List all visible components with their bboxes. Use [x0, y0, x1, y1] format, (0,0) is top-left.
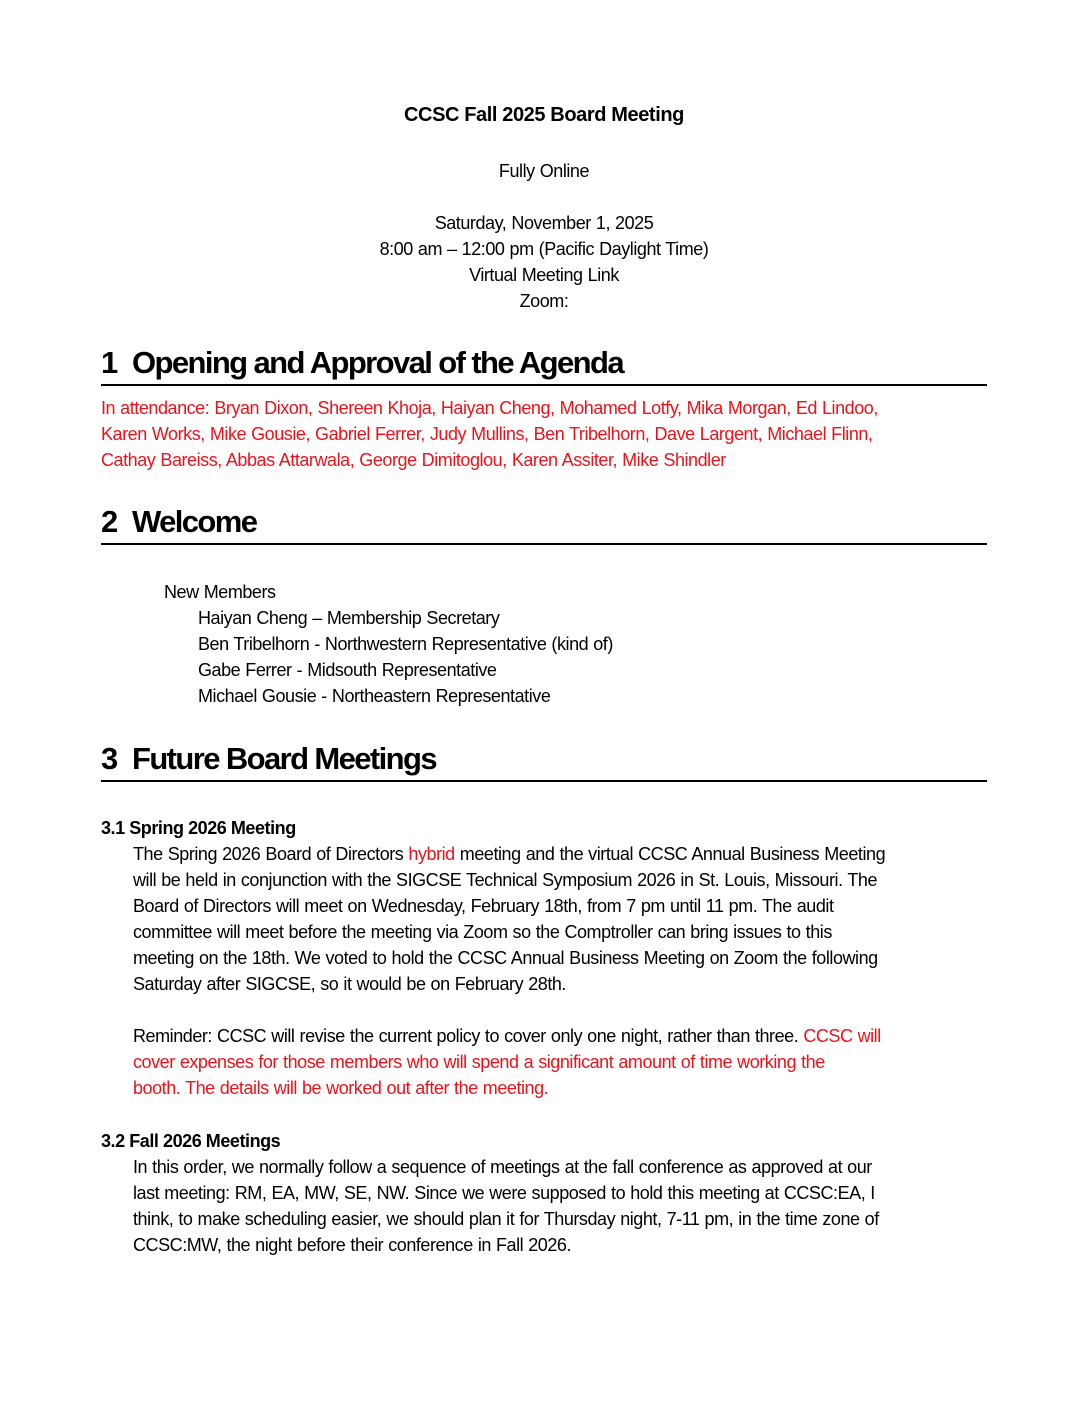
paragraph-line: Board of Directors will meet on Wednesday, February 18th, from 7 pm until 11 pm. The audit	[133, 896, 834, 916]
fall-meeting-paragraph	[133, 1154, 993, 1258]
reminder-paragraph	[133, 1023, 993, 1101]
member-item: Ben Tribelhorn - Northwestern Representative (kind of)	[198, 634, 613, 654]
meeting-time: 8:00 am – 12:00 pm (Pacific Daylight Time)	[379, 239, 709, 259]
subsection-number: 3.1	[101, 818, 125, 838]
subsection-number: 3.2	[101, 1131, 125, 1151]
hybrid-highlight: hybrid	[408, 844, 455, 864]
text-run: meeting and the virtual CCSC Annual Business Meeting	[454, 844, 886, 864]
paragraph-line: will be held in conjunction with the SIGCSE Technical Symposium 2026 in St. Louis, Missouri. The	[133, 870, 878, 890]
section-title: Future Board Meetings	[132, 741, 436, 776]
attendance-list	[101, 395, 991, 473]
paragraph-line	[133, 1023, 993, 1049]
red-text-run: CCSC will	[803, 1026, 881, 1046]
section-number: 1	[101, 345, 117, 380]
meeting-date: Saturday, November 1, 2025	[434, 213, 654, 233]
zoom-label: Zoom:	[519, 291, 569, 311]
text-run: Reminder: CCSC will revise the current policy to cover only one night, rather than three.	[133, 1026, 804, 1046]
paragraph-line: committee will meet before the meeting via Zoom so the Comptroller can bring issues to this	[133, 922, 832, 942]
paragraph-line: think, to make scheduling easier, we should plan it for Thursday night, 7-11 pm, in the time zone of	[133, 1209, 879, 1229]
subsection-heading-spring-2026	[101, 815, 296, 841]
section-title: Opening and Approval of the Agenda	[132, 345, 623, 380]
subsection-heading-fall-2026	[101, 1128, 280, 1154]
virtual-meeting-link[interactable]: Virtual Meeting Link	[469, 265, 619, 285]
paragraph-line: In this order, we normally follow a sequence of meetings at the fall conference as approved at our	[133, 1157, 872, 1177]
attendance-line: In attendance: Bryan Dixon, Shereen Khoja, Haiyan Cheng, Mohamed Lotfy, Mika Morgan, Ed Lindoo,	[101, 398, 878, 418]
meeting-details	[0, 210, 1088, 314]
paragraph-line: cover expenses for those members who will spend a significant amount of time working the	[133, 1052, 825, 1072]
new-members-block	[164, 579, 964, 709]
meeting-mode: Fully Online	[498, 161, 590, 181]
document-title: CCSC Fall 2025 Board Meeting	[404, 104, 684, 126]
member-item: Michael Gousie - Northeastern Representative	[198, 686, 551, 706]
section-heading-future-meetings	[101, 741, 987, 782]
section-heading-welcome	[101, 504, 987, 545]
paragraph-line: booth. The details will be worked out after the meeting.	[133, 1078, 549, 1098]
spring-meeting-paragraph	[133, 841, 993, 997]
section-heading-opening	[101, 345, 987, 386]
text-run: The Spring 2026 Board of Directors	[133, 844, 409, 864]
attendance-line: Cathay Bareiss, Abbas Attarwala, George Dimitoglou, Karen Assiter, Mike Shindler	[101, 450, 726, 470]
section-number: 3	[101, 741, 117, 776]
subsection-title: Spring 2026 Meeting	[129, 818, 296, 838]
paragraph-line: CCSC:MW, the night before their conference in Fall 2026.	[133, 1235, 572, 1255]
attendance-line: Karen Works, Mike Gousie, Gabriel Ferrer, Judy Mullins, Ben Tribelhorn, Dave Largent, Michael Flinn,	[101, 424, 873, 444]
paragraph-line	[133, 841, 993, 867]
paragraph-line: last meeting: RM, EA, MW, SE, NW. Since we were supposed to hold this meeting at CCSC:EA, I	[133, 1183, 875, 1203]
member-item: Haiyan Cheng – Membership Secretary	[198, 608, 500, 628]
subsection-title: Fall 2026 Meetings	[129, 1131, 281, 1151]
paragraph-line: meeting on the 18th. We voted to hold the CCSC Annual Business Meeting on Zoom the following	[133, 948, 878, 968]
member-item: Gabe Ferrer - Midsouth Representative	[198, 660, 497, 680]
paragraph-line: Saturday after SIGCSE, so it would be on February 28th.	[133, 974, 566, 994]
section-title: Welcome	[132, 504, 257, 539]
section-number: 2	[101, 504, 117, 539]
new-members-label: New Members	[164, 582, 276, 602]
